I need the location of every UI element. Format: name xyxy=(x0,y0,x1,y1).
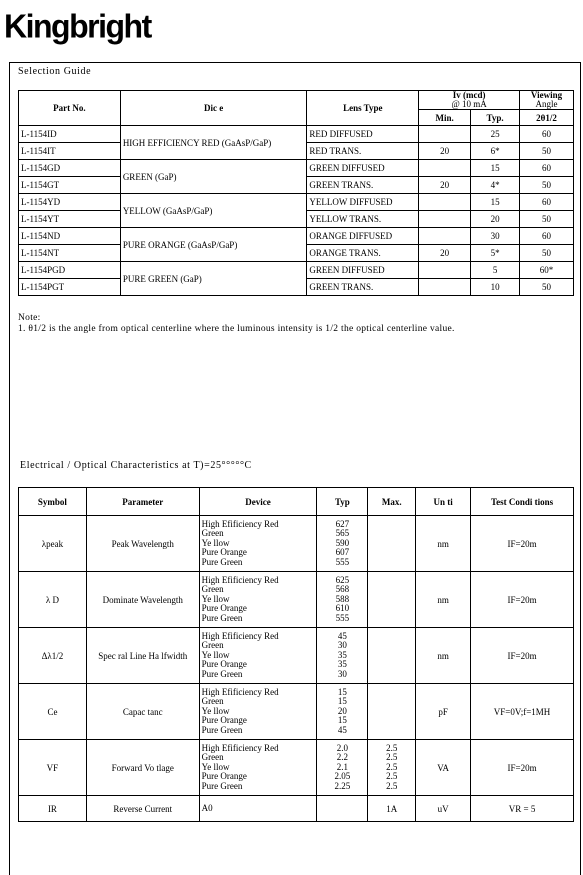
typ-value: 45 xyxy=(337,724,347,735)
col-max: Max. xyxy=(368,488,416,516)
cell-ir-device: A0 xyxy=(199,796,317,822)
table-row xyxy=(19,228,574,245)
device-name: High Efificiency Red xyxy=(201,742,279,753)
cell-lens: GREEN TRANS. xyxy=(307,279,419,296)
col-parameter: Parameter xyxy=(86,488,199,516)
cell-part: L-1154IT xyxy=(19,143,121,160)
cell-symbol: Δλ1/2 xyxy=(19,628,87,684)
cell-min xyxy=(419,126,471,143)
device-name: High Efificiency Red xyxy=(201,630,279,641)
cell-symbol: Ce xyxy=(19,684,87,740)
col-half-angle: 2θ1/2 xyxy=(520,110,574,126)
cell-typ: 15 xyxy=(471,194,520,211)
cell-min: 20 xyxy=(419,143,471,160)
col-iv xyxy=(419,91,520,110)
typ-value: 35 xyxy=(337,659,347,670)
device-name: Green xyxy=(201,696,224,707)
cell-max xyxy=(368,740,416,796)
col-units: Un ti xyxy=(416,488,471,516)
max-value: 2.5 xyxy=(386,771,398,782)
typ-value: 610 xyxy=(335,603,350,614)
cell-min xyxy=(419,228,471,245)
table-row xyxy=(19,572,574,628)
cell-test-condition: IF=20m xyxy=(471,516,574,572)
table-row xyxy=(19,262,574,279)
typ-value: 555 xyxy=(335,612,350,623)
cell-typ xyxy=(317,572,368,628)
col-dice: Dic e xyxy=(120,91,307,126)
cell-symbol: VF xyxy=(19,740,87,796)
cell-angle: 60 xyxy=(520,194,574,211)
device-name: Pure Green xyxy=(201,780,243,791)
table-row xyxy=(19,126,574,143)
col-typ: Typ. xyxy=(471,110,520,126)
cell-min: 20 xyxy=(419,177,471,194)
cell-min xyxy=(419,160,471,177)
iv-sub: @ 10 mA xyxy=(451,99,487,109)
typ-value: 20 xyxy=(337,705,347,716)
cell-angle: 50 xyxy=(520,245,574,262)
device-name: Ye llow xyxy=(201,537,230,548)
cell-typ: 30 xyxy=(471,228,520,245)
cell-lens: RED DIFFUSED xyxy=(307,126,419,143)
table-row xyxy=(19,628,574,684)
cell-part: L-1154PGD xyxy=(19,262,121,279)
max-value: 2.5 xyxy=(386,761,398,772)
typ-value: 555 xyxy=(335,556,350,567)
cell-test-condition: IF=20m xyxy=(471,628,574,684)
cell-ir-units: uV xyxy=(416,796,471,822)
angle-label: Viewing xyxy=(530,90,563,100)
cell-lens: GREEN DIFFUSED xyxy=(307,262,419,279)
cell-typ: 4* xyxy=(471,177,520,194)
device-name: High Efificiency Red xyxy=(201,686,279,697)
cell-ir-symbol: IR xyxy=(19,796,87,822)
device-name: Pure Orange xyxy=(201,547,247,558)
cell-ir-param: Reverse Current xyxy=(86,796,199,822)
cell-angle: 50 xyxy=(520,211,574,228)
cell-units: pF xyxy=(416,684,471,740)
col-viewing-angle xyxy=(520,91,574,110)
cell-lens: GREEN DIFFUSED xyxy=(307,160,419,177)
typ-value: 590 xyxy=(335,537,350,548)
table-row xyxy=(19,684,574,740)
device-name: Ye llow xyxy=(201,593,230,604)
cell-lens: ORANGE DIFFUSED xyxy=(307,228,419,245)
max-value: 2.5 xyxy=(386,752,398,763)
device-name: Green xyxy=(201,640,224,651)
cell-dice: YELLOW (GaAsP/GaP) xyxy=(120,194,307,228)
cell-test-condition: IF=20m xyxy=(471,572,574,628)
cell-dice: HIGH EFFICIENCY RED (GaAsP/GaP) xyxy=(120,126,307,160)
typ-value: 30 xyxy=(337,668,347,679)
typ-value: 15 xyxy=(337,696,347,707)
device-name: Green xyxy=(201,528,224,539)
cell-device xyxy=(199,572,317,628)
typ-value: 2.25 xyxy=(334,780,351,791)
typ-value: 565 xyxy=(335,528,350,539)
cell-lens: YELLOW TRANS. xyxy=(307,211,419,228)
cell-angle: 50 xyxy=(520,143,574,160)
cell-ir-typ xyxy=(317,796,368,822)
cell-angle: 60 xyxy=(520,126,574,143)
cell-units: nm xyxy=(416,572,471,628)
cell-symbol: λpeak xyxy=(19,516,87,572)
electrical-optical-table xyxy=(18,487,574,822)
cell-symbol: λ D xyxy=(19,572,87,628)
device-name: Pure Orange xyxy=(201,771,247,782)
col-part-no: Part No. xyxy=(19,91,121,126)
cell-angle: 50 xyxy=(520,279,574,296)
cell-parameter: Peak Wavelength xyxy=(86,516,199,572)
typ-value: 625 xyxy=(335,574,350,585)
typ-value: 15 xyxy=(337,686,347,697)
cell-device xyxy=(199,516,317,572)
cell-part: L-1154YT xyxy=(19,211,121,228)
max-value: 2.5 xyxy=(386,780,398,791)
cell-part: L-1154YD xyxy=(19,194,121,211)
cell-dice: PURE ORANGE (GaAsP/GaP) xyxy=(120,228,307,262)
cell-test-condition: VF=0V;f=1MH xyxy=(471,684,574,740)
device-name: Pure Green xyxy=(201,724,243,735)
cell-typ: 25 xyxy=(471,126,520,143)
typ-value: 588 xyxy=(335,593,350,604)
table-row xyxy=(19,160,574,177)
device-name: Pure Green xyxy=(201,612,243,623)
cell-angle: 60 xyxy=(520,160,574,177)
cell-angle: 60* xyxy=(520,262,574,279)
device-name: High Efificiency Red xyxy=(201,574,279,585)
cell-typ xyxy=(317,628,368,684)
cell-max xyxy=(368,628,416,684)
device-name: Pure Green xyxy=(201,556,243,567)
note-text: 1. θ1/2 is the angle from optical centerline where the luminous intensity is 1/2 the optical centerline value. xyxy=(18,324,455,334)
cell-lens: YELLOW DIFFUSED xyxy=(307,194,419,211)
cell-ir-max: 1A xyxy=(368,796,416,822)
col-device: Device xyxy=(199,488,317,516)
device-name: Pure Orange xyxy=(201,715,247,726)
table-row xyxy=(19,740,574,796)
cell-part: L-1154PGT xyxy=(19,279,121,296)
device-name: Green xyxy=(201,584,224,595)
col-lens-type: Lens Type xyxy=(307,91,419,126)
cell-typ xyxy=(317,516,368,572)
max-value: 2.5 xyxy=(386,742,398,753)
cell-device xyxy=(199,684,317,740)
selection-guide-table xyxy=(18,90,574,296)
cell-max xyxy=(368,516,416,572)
typ-value: 45 xyxy=(337,630,347,641)
device-name: Ye llow xyxy=(201,761,230,772)
table-row xyxy=(19,194,574,211)
cell-typ: 20 xyxy=(471,211,520,228)
col-test-conditions: Test Condi tions xyxy=(471,488,574,516)
typ-value: 2.05 xyxy=(334,771,351,782)
cell-device xyxy=(199,740,317,796)
table-row xyxy=(19,516,574,572)
cell-units: VA xyxy=(416,740,471,796)
typ-value: 35 xyxy=(337,649,347,660)
device-name: Pure Green xyxy=(201,668,243,679)
cell-parameter: Spec ral Line Ha lfwidth xyxy=(86,628,199,684)
typ-value: 568 xyxy=(335,584,350,595)
typ-value: 2.2 xyxy=(336,752,348,763)
cell-units: nm xyxy=(416,628,471,684)
cell-min: 20 xyxy=(419,245,471,262)
cell-part: L-1154ID xyxy=(19,126,121,143)
typ-value: 2.0 xyxy=(336,742,348,753)
cell-max xyxy=(368,684,416,740)
cell-dice: PURE GREEN (GaP) xyxy=(120,262,307,296)
cell-dice: GREEN (GaP) xyxy=(120,160,307,194)
cell-parameter: Capac tanc xyxy=(86,684,199,740)
cell-device xyxy=(199,628,317,684)
cell-typ: 10 xyxy=(471,279,520,296)
kingbright-logo: Kingbright xyxy=(4,7,151,45)
note-label: Note: xyxy=(18,313,41,323)
cell-max xyxy=(368,572,416,628)
iv-label: Iv (mcd) xyxy=(452,90,486,100)
col-typ: Typ xyxy=(317,488,368,516)
typ-value: 607 xyxy=(335,547,350,558)
typ-value: 15 xyxy=(337,715,347,726)
cell-typ: 15 xyxy=(471,160,520,177)
cell-min xyxy=(419,262,471,279)
device-name: Pure Orange xyxy=(201,659,247,670)
cell-parameter: Forward Vo tlage xyxy=(86,740,199,796)
cell-part: L-1154GD xyxy=(19,160,121,177)
device-name: Pure Orange xyxy=(201,603,247,614)
col-min: Min. xyxy=(419,110,471,126)
col-symbol: Symbol xyxy=(19,488,87,516)
cell-lens: GREEN TRANS. xyxy=(307,177,419,194)
cell-part: L-1154GT xyxy=(19,177,121,194)
typ-value: 2.1 xyxy=(336,761,348,772)
cell-parameter: Dominate Wavelength xyxy=(86,572,199,628)
cell-typ: 5* xyxy=(471,245,520,262)
device-name: Ye llow xyxy=(201,649,230,660)
cell-min xyxy=(419,279,471,296)
selection-guide-title: Selection Guide xyxy=(18,66,92,77)
cell-typ: 5 xyxy=(471,262,520,279)
cell-typ xyxy=(317,684,368,740)
cell-typ: 6* xyxy=(471,143,520,160)
device-name: High Efificiency Red xyxy=(201,518,279,529)
device-name: Green xyxy=(201,752,224,763)
cell-lens: RED TRANS. xyxy=(307,143,419,160)
cell-part: L-1154NT xyxy=(19,245,121,262)
cell-typ xyxy=(317,740,368,796)
typ-value: 627 xyxy=(335,518,350,529)
cell-angle: 60 xyxy=(520,228,574,245)
cell-min xyxy=(419,194,471,211)
device-name: Ye llow xyxy=(201,705,230,716)
electrical-section-title: Electrical / Optical Characteristics at T)=25°°°°°C xyxy=(20,460,252,471)
cell-min xyxy=(419,211,471,228)
cell-ir-cond: VR = 5 xyxy=(471,796,574,822)
cell-lens: ORANGE TRANS. xyxy=(307,245,419,262)
angle-sub: Angle xyxy=(535,99,558,109)
typ-value: 30 xyxy=(337,640,347,651)
cell-units: nm xyxy=(416,516,471,572)
cell-test-condition: IF=20m xyxy=(471,740,574,796)
cell-angle: 50 xyxy=(520,177,574,194)
cell-part: L-1154ND xyxy=(19,228,121,245)
table-row xyxy=(19,796,574,822)
